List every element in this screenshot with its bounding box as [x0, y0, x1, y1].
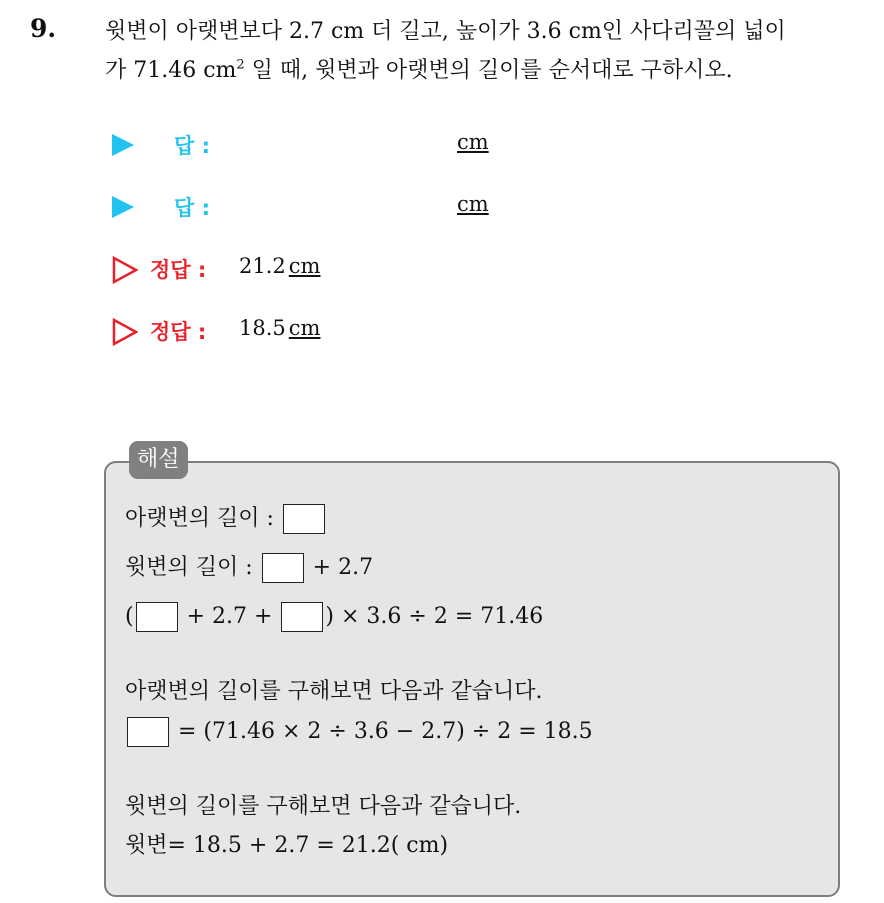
answer-unit: cm	[457, 130, 489, 154]
play-arrow-icon	[112, 134, 134, 156]
explanation-line-5: = (71.46 × 2 ÷ 3.6 − 2.7) ÷ 2 = 18.5	[125, 715, 593, 749]
question-number: 9.	[30, 14, 57, 43]
outline-arrow-icon	[112, 256, 138, 284]
answer-row-1[interactable]	[112, 130, 512, 164]
blank-box	[136, 602, 178, 632]
question-text	[105, 12, 865, 90]
correct-label: 정답 :	[150, 320, 207, 344]
blank-box	[283, 504, 325, 534]
explanation-tab: 해설	[129, 441, 188, 479]
play-arrow-icon	[112, 196, 134, 218]
question-line-2: 가 71.46 $cm^2$ 일 때, 윗변과 아랫변의 길이를 순서대로 구하시오.	[105, 57, 733, 83]
answer-label: 답 :	[174, 196, 210, 220]
correct-answer-row-1	[112, 254, 412, 288]
correct-value: 21.2 cm	[239, 254, 321, 278]
blank-box	[262, 553, 304, 583]
explanation-line-1: 아랫변의 길이 :	[125, 502, 327, 536]
correct-answer-row-2	[112, 316, 412, 350]
explanation-line-3: ( + 2.7 + ) × 3.6 ÷ 2 = 71.46	[125, 600, 543, 634]
blank-box	[281, 602, 323, 632]
answer-label: 답 :	[174, 134, 210, 158]
explanation-line-7: 윗변= 18.5 + 2.7 = 21.2( cm)	[125, 833, 449, 858]
question-line-1: 윗변이 아랫변보다 2.7 cm 더 길고, 높이가 3.6 cm인 사다리꼴의 넓이	[105, 19, 786, 44]
outline-arrow-icon	[112, 318, 138, 346]
answer-unit: cm	[457, 192, 489, 216]
blank-box	[127, 717, 169, 747]
correct-label: 정답 :	[150, 258, 207, 282]
answer-row-2[interactable]	[112, 192, 512, 226]
explanation-line-6: 윗변의 길이를 구해보면 다음과 같습니다.	[125, 794, 522, 819]
explanation-line-4: 아랫변의 길이를 구해보면 다음과 같습니다.	[125, 679, 543, 704]
explanation-line-2: 윗변의 길이 : + 2.7	[125, 551, 373, 585]
correct-value: 18.5 cm	[239, 316, 321, 340]
